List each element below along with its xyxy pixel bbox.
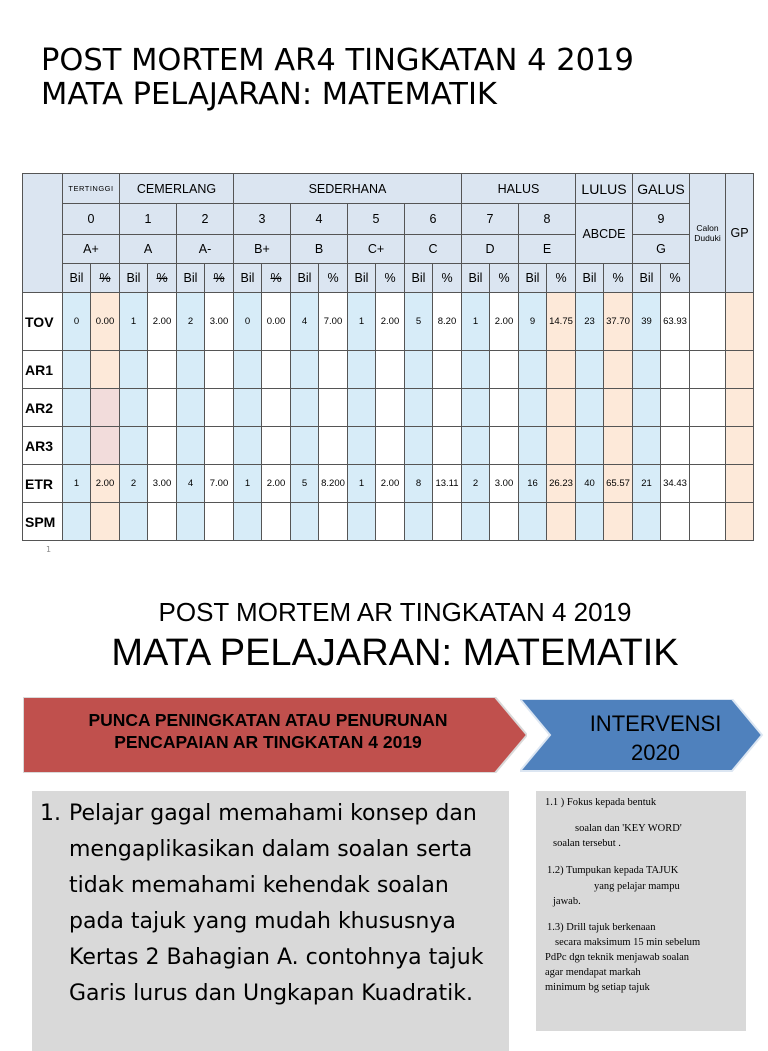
row-label: SPM bbox=[23, 503, 63, 541]
intervention-line: yang pelajar mampu bbox=[594, 881, 680, 892]
bil-header: Bil bbox=[519, 264, 547, 293]
intervensi-arrow bbox=[520, 699, 764, 772]
table-cell bbox=[63, 427, 91, 465]
table-cell bbox=[348, 351, 376, 389]
grade-number: 8 bbox=[519, 204, 576, 235]
grade-number: 2 bbox=[177, 204, 234, 235]
grade-letter: C bbox=[405, 235, 462, 264]
table-cell: 2 bbox=[462, 465, 490, 503]
percent-header: % bbox=[91, 264, 120, 293]
table-cell bbox=[148, 389, 177, 427]
grade-letter: B bbox=[291, 235, 348, 264]
table-cell bbox=[177, 427, 205, 465]
table-cell: 8.20 bbox=[433, 293, 462, 351]
grade-number: 3 bbox=[234, 204, 291, 235]
table-cell: 2.00 bbox=[490, 293, 519, 351]
table-cell bbox=[91, 351, 120, 389]
percent-header: % bbox=[376, 264, 405, 293]
slide-title bbox=[41, 44, 634, 112]
calon-cell bbox=[690, 465, 726, 503]
table-cell: 0.00 bbox=[262, 293, 291, 351]
table-cell bbox=[177, 389, 205, 427]
table-cell bbox=[433, 427, 462, 465]
table-cell bbox=[291, 389, 319, 427]
table-cell bbox=[433, 389, 462, 427]
row-label: ETR bbox=[23, 465, 63, 503]
table-cell bbox=[262, 427, 291, 465]
table-cell: 8 bbox=[405, 465, 433, 503]
table-cell bbox=[291, 503, 319, 541]
table-row bbox=[23, 465, 754, 503]
percent-header: % bbox=[319, 264, 348, 293]
table-cell: 65.57 bbox=[604, 465, 633, 503]
table-cell: 16 bbox=[519, 465, 547, 503]
table-cell: 1 bbox=[234, 465, 262, 503]
gp-cell bbox=[726, 389, 754, 427]
table-cell: 3.00 bbox=[490, 465, 519, 503]
grade-letter: B+ bbox=[234, 235, 291, 264]
table-cell bbox=[604, 351, 633, 389]
intervention-line: soalan tersebut . bbox=[553, 838, 621, 849]
table-cell bbox=[120, 427, 148, 465]
table-cell: 2.00 bbox=[262, 465, 291, 503]
table-cell bbox=[91, 427, 120, 465]
table-cell bbox=[661, 351, 690, 389]
calon-cell bbox=[690, 293, 726, 351]
grade-letter: E bbox=[519, 235, 576, 264]
intervention-line: 1.3) Drill tajuk berkenaan bbox=[547, 922, 656, 933]
group-tertinggi: TERTINGGI bbox=[63, 174, 120, 204]
row-label: AR3 bbox=[23, 427, 63, 465]
table-cell bbox=[205, 351, 234, 389]
table-cell bbox=[547, 427, 576, 465]
table-row bbox=[23, 293, 754, 351]
grade-number: 9 bbox=[633, 204, 690, 235]
group-cemerlang: CEMERLANG bbox=[120, 174, 234, 204]
table-cell: 14.75 bbox=[547, 293, 576, 351]
page-number: 1 bbox=[46, 545, 52, 554]
table-cell: 1 bbox=[348, 465, 376, 503]
table-cell: 4 bbox=[291, 293, 319, 351]
grade-letter: A+ bbox=[63, 235, 120, 264]
percent-header: % bbox=[148, 264, 177, 293]
intervention-line: PdPc dgn teknik menjawab soalan bbox=[545, 952, 690, 963]
grade-number: 7 bbox=[462, 204, 519, 235]
table-cell bbox=[405, 351, 433, 389]
cause-banner bbox=[23, 697, 527, 773]
intervensi-line-1: INTERVENSI bbox=[589, 711, 722, 736]
table-cell bbox=[576, 351, 604, 389]
bil-header: Bil bbox=[462, 264, 490, 293]
table-cell bbox=[633, 503, 661, 541]
table-cell bbox=[63, 503, 91, 541]
gp-cell bbox=[726, 427, 754, 465]
table-cell: 39 bbox=[633, 293, 661, 351]
group-halus: HALUS bbox=[462, 174, 576, 204]
table-cell bbox=[348, 427, 376, 465]
table-cell bbox=[633, 389, 661, 427]
table-cell bbox=[462, 351, 490, 389]
table-cell: 34.43 bbox=[661, 465, 690, 503]
table-cell: 9 bbox=[519, 293, 547, 351]
table-cell bbox=[519, 351, 547, 389]
bil-header: Bil bbox=[405, 264, 433, 293]
row-label: AR2 bbox=[23, 389, 63, 427]
grade-number: 4 bbox=[291, 204, 348, 235]
table-cell bbox=[319, 351, 348, 389]
table-cell bbox=[376, 427, 405, 465]
intervention-line: secara maksimum 15 min sebelum bbox=[555, 937, 701, 948]
intervention-line: minimum bg setiap tajuk bbox=[545, 982, 650, 993]
table-cell: 1 bbox=[63, 465, 91, 503]
cause-box bbox=[32, 791, 509, 1051]
table-cell bbox=[490, 389, 519, 427]
table-cell: 1 bbox=[348, 293, 376, 351]
grade-number: 1 bbox=[120, 204, 177, 235]
table-cell bbox=[234, 351, 262, 389]
row-label: TOV bbox=[23, 293, 63, 351]
post-mortem-table bbox=[22, 173, 754, 541]
table-cell bbox=[519, 389, 547, 427]
table-cell bbox=[148, 351, 177, 389]
table-row bbox=[23, 427, 754, 465]
row-label: AR1 bbox=[23, 351, 63, 389]
table-cell: 7.00 bbox=[319, 293, 348, 351]
bil-header: Bil bbox=[120, 264, 148, 293]
title-line-1: POST MORTEM AR4 TINGKATAN 4 2019 bbox=[41, 43, 634, 78]
table-cell bbox=[576, 389, 604, 427]
group-sederhana: SEDERHANA bbox=[234, 174, 462, 204]
table-cell bbox=[319, 427, 348, 465]
grade-number: 6 bbox=[405, 204, 462, 235]
table-cell bbox=[547, 389, 576, 427]
group-lulus: LULUS bbox=[576, 174, 633, 204]
table-cell bbox=[604, 503, 633, 541]
grade-letter: C+ bbox=[348, 235, 405, 264]
table-cell bbox=[120, 351, 148, 389]
grade-number: 5 bbox=[348, 204, 405, 235]
bil-header: Bil bbox=[291, 264, 319, 293]
grade-letter: A bbox=[120, 235, 177, 264]
table-cell bbox=[205, 427, 234, 465]
table-cell: 2 bbox=[120, 465, 148, 503]
corner-cell bbox=[23, 174, 63, 293]
table-cell: 40 bbox=[576, 465, 604, 503]
table-cell bbox=[604, 427, 633, 465]
table-row bbox=[23, 351, 754, 389]
table-cell bbox=[433, 351, 462, 389]
table-cell bbox=[205, 503, 234, 541]
table-cell: 7.00 bbox=[205, 465, 234, 503]
table-cell: 21 bbox=[633, 465, 661, 503]
slide2-subtitle: POST MORTEM AR TINGKATAN 4 2019 bbox=[158, 597, 632, 627]
intervention-line: jawab. bbox=[553, 896, 581, 907]
table-cell bbox=[63, 389, 91, 427]
title-line-2: MATA PELAJARAN: MATEMATIK bbox=[41, 77, 497, 112]
intervention-line: 1.1 ) Fokus kepada bentuk bbox=[545, 797, 657, 808]
table-cell bbox=[490, 503, 519, 541]
table-cell bbox=[262, 351, 291, 389]
gp-cell bbox=[726, 503, 754, 541]
table-cell bbox=[120, 389, 148, 427]
gp-cell bbox=[726, 465, 754, 503]
grade-letter: G bbox=[633, 235, 690, 264]
grade-abcde: ABCDE bbox=[576, 204, 633, 264]
table-cell bbox=[376, 503, 405, 541]
table-cell bbox=[547, 351, 576, 389]
table-cell bbox=[376, 389, 405, 427]
table-cell bbox=[576, 503, 604, 541]
table-cell: 2 bbox=[177, 293, 205, 351]
bil-header: Bil bbox=[576, 264, 604, 293]
table-cell bbox=[177, 351, 205, 389]
table-cell: 8.200 bbox=[319, 465, 348, 503]
table-cell bbox=[348, 503, 376, 541]
table-cell bbox=[291, 351, 319, 389]
table-cell bbox=[405, 389, 433, 427]
calon-cell bbox=[690, 351, 726, 389]
table-cell bbox=[177, 503, 205, 541]
intervention-line: soalan dan 'KEY WORD' bbox=[575, 823, 682, 834]
grade-letter: A- bbox=[177, 235, 234, 264]
gp-cell bbox=[726, 293, 754, 351]
table-cell: 0 bbox=[63, 293, 91, 351]
banner-line-2: PENCAPAIAN AR TINGKATAN 4 2019 bbox=[114, 732, 422, 752]
table-cell bbox=[462, 389, 490, 427]
table-cell bbox=[633, 351, 661, 389]
table-row bbox=[23, 389, 754, 427]
table-cell: 5 bbox=[405, 293, 433, 351]
table-cell bbox=[148, 503, 177, 541]
table-cell bbox=[462, 503, 490, 541]
table-cell bbox=[291, 427, 319, 465]
table-cell bbox=[405, 503, 433, 541]
table-cell bbox=[319, 389, 348, 427]
percent-header: % bbox=[205, 264, 234, 293]
table-cell bbox=[433, 503, 462, 541]
table-cell: 37.70 bbox=[604, 293, 633, 351]
bil-header: Bil bbox=[63, 264, 91, 293]
table-cell bbox=[63, 351, 91, 389]
table-cell bbox=[376, 351, 405, 389]
grade-letter: D bbox=[462, 235, 519, 264]
table-cell bbox=[91, 503, 120, 541]
table-cell: 13.11 bbox=[433, 465, 462, 503]
table-cell: 2.00 bbox=[376, 465, 405, 503]
table-cell: 5 bbox=[291, 465, 319, 503]
percent-header: % bbox=[262, 264, 291, 293]
table-cell bbox=[234, 389, 262, 427]
table-cell: 1 bbox=[120, 293, 148, 351]
table-cell bbox=[519, 427, 547, 465]
table-cell: 3.00 bbox=[205, 293, 234, 351]
intervensi-line-2: 2020 bbox=[631, 740, 680, 765]
table-cell bbox=[633, 427, 661, 465]
banner-line-1: PUNCA PENINGKATAN ATAU PENURUNAN bbox=[88, 710, 448, 730]
table-cell: 0.00 bbox=[91, 293, 120, 351]
intervention-line: 1.2) Tumpukan kepada TAJUK bbox=[547, 865, 679, 876]
banner-text bbox=[23, 709, 513, 753]
table-cell bbox=[547, 503, 576, 541]
table-cell bbox=[576, 427, 604, 465]
percent-header: % bbox=[490, 264, 519, 293]
table-cell bbox=[262, 389, 291, 427]
percent-header: % bbox=[547, 264, 576, 293]
table-cell bbox=[661, 389, 690, 427]
table-cell: 4 bbox=[177, 465, 205, 503]
calon-duduki-header: Calon Duduki bbox=[690, 174, 726, 293]
point-text: Pelajar gagal memahami konsep dan mengaplikasikan dalam soalan serta tidak memahami kehendak soalan pada tajuk yang mudah khususnya Kertas 2 Bahagian A. contohnya tajuk Garis lurus dan Ungkapan Kuadratik. bbox=[69, 801, 484, 1006]
table-cell bbox=[148, 427, 177, 465]
calon-cell bbox=[690, 427, 726, 465]
calon-cell bbox=[690, 503, 726, 541]
gp-cell bbox=[726, 351, 754, 389]
table-cell: 23 bbox=[576, 293, 604, 351]
table-cell bbox=[405, 427, 433, 465]
intervention-line: agar mendapat markah bbox=[545, 967, 641, 978]
bil-header: Bil bbox=[633, 264, 661, 293]
table-cell bbox=[661, 503, 690, 541]
percent-header: % bbox=[661, 264, 690, 293]
grade-number: 0 bbox=[63, 204, 120, 235]
table-cell bbox=[319, 503, 348, 541]
bil-header: Bil bbox=[234, 264, 262, 293]
bil-header: Bil bbox=[348, 264, 376, 293]
percent-header: % bbox=[433, 264, 462, 293]
table-cell bbox=[661, 427, 690, 465]
table-cell: 1 bbox=[462, 293, 490, 351]
point-number: 1. bbox=[40, 801, 61, 826]
table-cell bbox=[348, 389, 376, 427]
table-cell bbox=[490, 351, 519, 389]
bil-header: Bil bbox=[177, 264, 205, 293]
table-cell bbox=[604, 389, 633, 427]
table-cell: 63.93 bbox=[661, 293, 690, 351]
table-cell: 26.23 bbox=[547, 465, 576, 503]
table-cell: 3.00 bbox=[148, 465, 177, 503]
table-cell: 2.00 bbox=[91, 465, 120, 503]
table-cell bbox=[262, 503, 291, 541]
table-cell: 2.00 bbox=[148, 293, 177, 351]
table-cell bbox=[205, 389, 234, 427]
slide2-title: MATA PELAJARAN: MATEMATIK bbox=[111, 632, 679, 674]
intervention-box bbox=[536, 791, 746, 1031]
gp-header: GP bbox=[726, 174, 754, 293]
table-row bbox=[23, 503, 754, 541]
table-cell bbox=[490, 427, 519, 465]
percent-header: % bbox=[604, 264, 633, 293]
table-cell bbox=[120, 503, 148, 541]
table-cell bbox=[462, 427, 490, 465]
group-galus: GALUS bbox=[633, 174, 690, 204]
intervensi-text bbox=[558, 709, 753, 767]
table-cell bbox=[519, 503, 547, 541]
table-cell: 2.00 bbox=[376, 293, 405, 351]
table-cell bbox=[91, 389, 120, 427]
table-cell: 0 bbox=[234, 293, 262, 351]
calon-cell bbox=[690, 389, 726, 427]
table-cell bbox=[234, 503, 262, 541]
table-cell bbox=[234, 427, 262, 465]
